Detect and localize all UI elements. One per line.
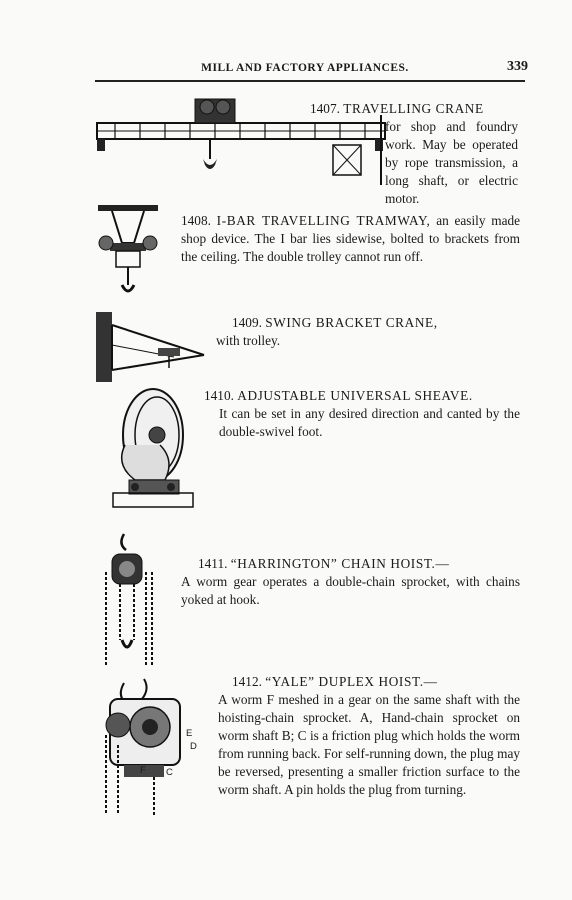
entry-number: 1411. — [198, 556, 228, 571]
entry-1411 — [198, 555, 520, 573]
entry-number: 1412. — [232, 674, 262, 689]
entry-heading: ADJUSTABLE UNIVERSAL SHEAVE. — [237, 388, 473, 403]
entry-1409-body: with trolley. — [216, 333, 281, 348]
entry-1407-body: for shop and foundry work. May be operated by rope transmission, a long shaft, or electric motor. — [385, 119, 518, 206]
entry-body: an easily made shop device. The I bar lies sidewise, bolted to brackets from the ceiling. The double trolley cannot run off. — [181, 213, 521, 264]
page-number: 339 — [507, 59, 528, 74]
entry-1412 — [232, 673, 520, 691]
entry-number: 1410. — [204, 388, 234, 403]
chain-hoist-illustration — [98, 532, 160, 672]
entry-1412-body: A worm F meshed in a gear on the same shaft with the hoisting-chain sprocket. A, Hand-chain sprocket on worm shaft B; C is a friction plug which holds the worm from running back. For self-running down, the plug may be reversed, presenting a smaller friction surface to the worm shaft. A pin holds the plug from turning. — [218, 692, 520, 797]
figure-label-f: F — [140, 765, 146, 776]
universal-sheave-illustration — [105, 385, 200, 520]
entry-heading: TRAVELLING CRANE — [343, 101, 484, 116]
entry-number: 1409. — [232, 315, 262, 330]
figure-label-d: D — [190, 741, 197, 752]
swing-bracket-crane-illustration — [94, 310, 212, 385]
figure-label-c: C — [166, 767, 173, 778]
i-bar-tramway-illustration — [92, 203, 164, 303]
running-header-title: MILL AND FACTORY APPLIANCES. — [201, 62, 409, 74]
entry-1410 — [204, 387, 520, 405]
entry-heading: SWING BRACKET CRANE, — [265, 315, 438, 330]
entry-number: 1407. — [310, 101, 340, 116]
entry-1411-body: A worm gear operates a double-chain sprocket, with chains yoked at hook. — [181, 574, 520, 607]
entry-heading: “YALE” DUPLEX HOIST.— — [265, 674, 438, 689]
entry-heading: I-BAR TRAVELLING TRAMWAY, — [216, 213, 431, 228]
entry-1410-body: It can be set in any desired direction and canted by the double-swivel foot. — [219, 406, 520, 439]
entry-1408 — [181, 212, 520, 266]
entry-1407 — [310, 100, 518, 118]
entry-heading: “HARRINGTON” CHAIN HOIST.— — [230, 556, 450, 571]
entry-1409 — [232, 314, 520, 332]
header-rule — [95, 80, 525, 82]
entry-number: 1408. — [181, 213, 211, 228]
figure-label-e: E — [186, 728, 193, 739]
